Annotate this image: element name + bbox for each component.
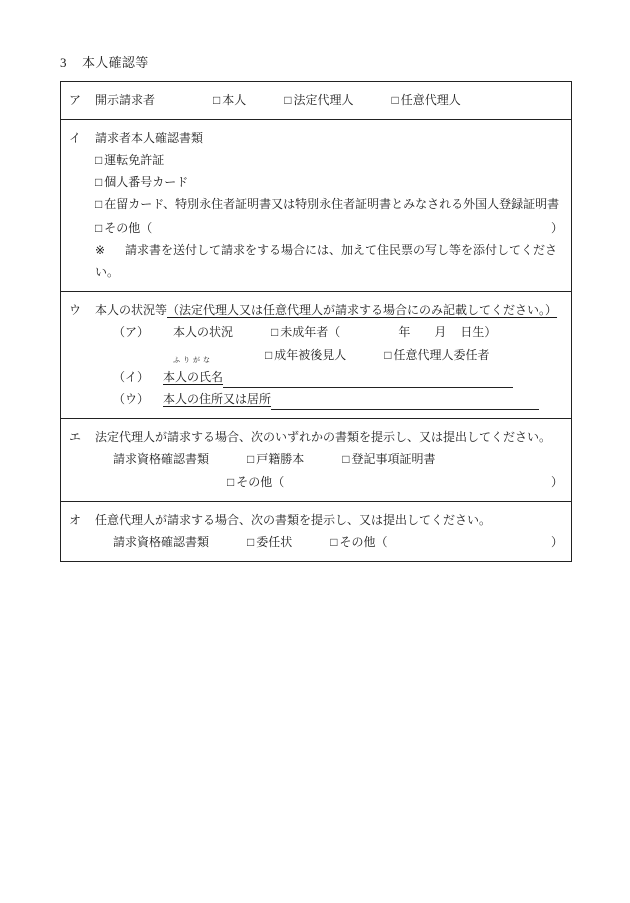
section-title: 本人確認等 [82,55,149,70]
table-row-i [61,119,572,292]
checkbox-other-document[interactable]: □ [95,220,103,235]
label-minor: 未成年者 [280,325,329,340]
row-i-cell [61,119,572,292]
page-title [60,55,570,71]
row-i-item-mynumber [69,171,563,193]
row-i-item-residence-card [69,193,563,216]
table-row-u [61,292,572,419]
checkbox-honnin[interactable]: □ [213,92,221,107]
row-i-heading [69,127,563,149]
minor-paren-open: （ [328,325,341,340]
checkbox-e-other[interactable]: □ [227,474,235,489]
row-u-sub-u [69,388,563,410]
table-row-e [61,419,572,502]
row-i-item-license [69,149,563,171]
label-residence-card: 在留カード、特別永住者証明書又は特別永住者証明書とみなされる外国人登録証明書 [104,197,560,212]
row-u-cell [61,292,572,419]
row-u-sub-i [69,355,563,388]
checkbox-o-other[interactable]: □ [330,534,338,549]
section-number: 3 [60,55,67,70]
row-i-label: 請求者本人確認書類 [95,130,204,145]
o-other-paren-close[interactable]: ） [550,534,563,549]
row-a-label: 開示請求者 [95,92,156,107]
row-u-label: 本人の状況等 [95,303,168,318]
label-family-register: 戸籍勝本 [256,452,305,467]
label-voluntary-representative: 任意代理人 [400,92,461,107]
sub-a-label: 本人の状況 [173,325,234,340]
e-other-paren-open: （ [272,474,285,489]
row-o-label: 任意代理人が請求する場合、次の書類を提示し、又は提出してください。 [95,512,492,527]
address-input-line[interactable] [271,395,539,410]
label-drivers-license: 運転免許証 [104,152,165,167]
furigana-ruby: ふりがな [173,355,214,364]
row-e-heading [69,426,563,448]
minor-day-label[interactable]: 日生 [460,325,485,340]
checkbox-drivers-license[interactable]: □ [95,152,103,167]
checkbox-registration-certificate[interactable]: □ [342,452,350,467]
label-adult-ward: 成年被後見人 [274,347,347,362]
note-marker: ※ [95,242,106,257]
row-a-marker: ア [69,92,82,107]
row-o-cell [61,501,572,561]
row-o-doc-line [69,531,563,553]
row-i-note [69,239,563,283]
row-o-heading [69,509,563,531]
minor-month-label[interactable]: 月 [434,325,447,340]
sub-i-marker: （イ） [113,369,150,384]
table-row-a [61,81,572,119]
row-i-item-other [69,217,563,239]
name-input-line[interactable] [223,373,513,388]
sub-u-marker: （ウ） [113,392,150,407]
row-u-label-note: （法定代理人又は任意代理人が請求する場合にのみ記載してください。） [167,303,558,318]
row-e-doc-label: 請求資格確認書類 [113,452,210,467]
row-u-sub-a-line2 [69,344,563,366]
e-other-paren-close[interactable]: ） [550,474,563,489]
checkbox-legal-representative[interactable]: □ [284,92,292,107]
row-u-sub-a [69,321,563,343]
sub-a-marker: （ア） [113,325,150,340]
label-o-other: その他 [339,534,376,549]
o-other-paren-open: （ [375,534,388,549]
label-power-of-attorney: 委任状 [256,534,293,549]
row-i-marker: イ [69,130,82,145]
checkbox-adult-ward[interactable]: □ [265,347,273,362]
row-e-doc-line [69,448,563,470]
minor-year-label[interactable]: 年 [398,325,411,340]
sub-i-label: 本人の氏名 [163,369,224,384]
other-paren-close[interactable]: ） [550,220,563,235]
checkbox-voluntary-representative[interactable]: □ [391,92,399,107]
row-e-cell [61,419,572,502]
row-o-doc-label: 請求資格確認書類 [113,534,210,549]
checkbox-family-register[interactable]: □ [247,452,255,467]
label-voluntary-delegator: 任意代理人委任者 [393,347,490,362]
row-e-other-line [69,471,563,493]
checkbox-voluntary-delegator[interactable]: □ [384,347,392,362]
label-legal-representative: 法定代理人 [293,92,354,107]
label-other-document: その他 [104,220,141,235]
row-e-marker: エ [69,430,82,445]
checkbox-mynumber-card[interactable]: □ [95,175,103,190]
other-paren-open: （ [140,220,153,235]
note-text: 請求書を送付して請求をする場合には、加えて住民票の写し等を添付してください。 [95,242,558,280]
row-e-label: 法定代理人が請求する場合、次のいずれかの書類を提示し、又は提出してください。 [95,430,552,445]
sub-u-label: 本人の住所又は居所 [163,392,272,407]
row-a-line [69,89,563,111]
label-registration-certificate: 登記事項証明書 [351,452,436,467]
row-a-cell [61,81,572,119]
identity-verification-table [60,81,572,563]
row-u-marker: ウ [69,303,82,318]
label-e-other: その他 [236,474,273,489]
table-row-o [61,501,572,561]
checkbox-residence-card[interactable]: □ [95,197,103,212]
row-u-heading [69,299,563,321]
checkbox-minor[interactable]: □ [271,325,279,340]
label-honnin: 本人 [222,92,247,107]
row-o-marker: オ [69,512,82,527]
checkbox-power-of-attorney[interactable]: □ [247,534,255,549]
label-mynumber-card: 個人番号カード [104,175,189,190]
minor-paren-close: ） [484,325,497,340]
name-field-label [163,355,224,388]
